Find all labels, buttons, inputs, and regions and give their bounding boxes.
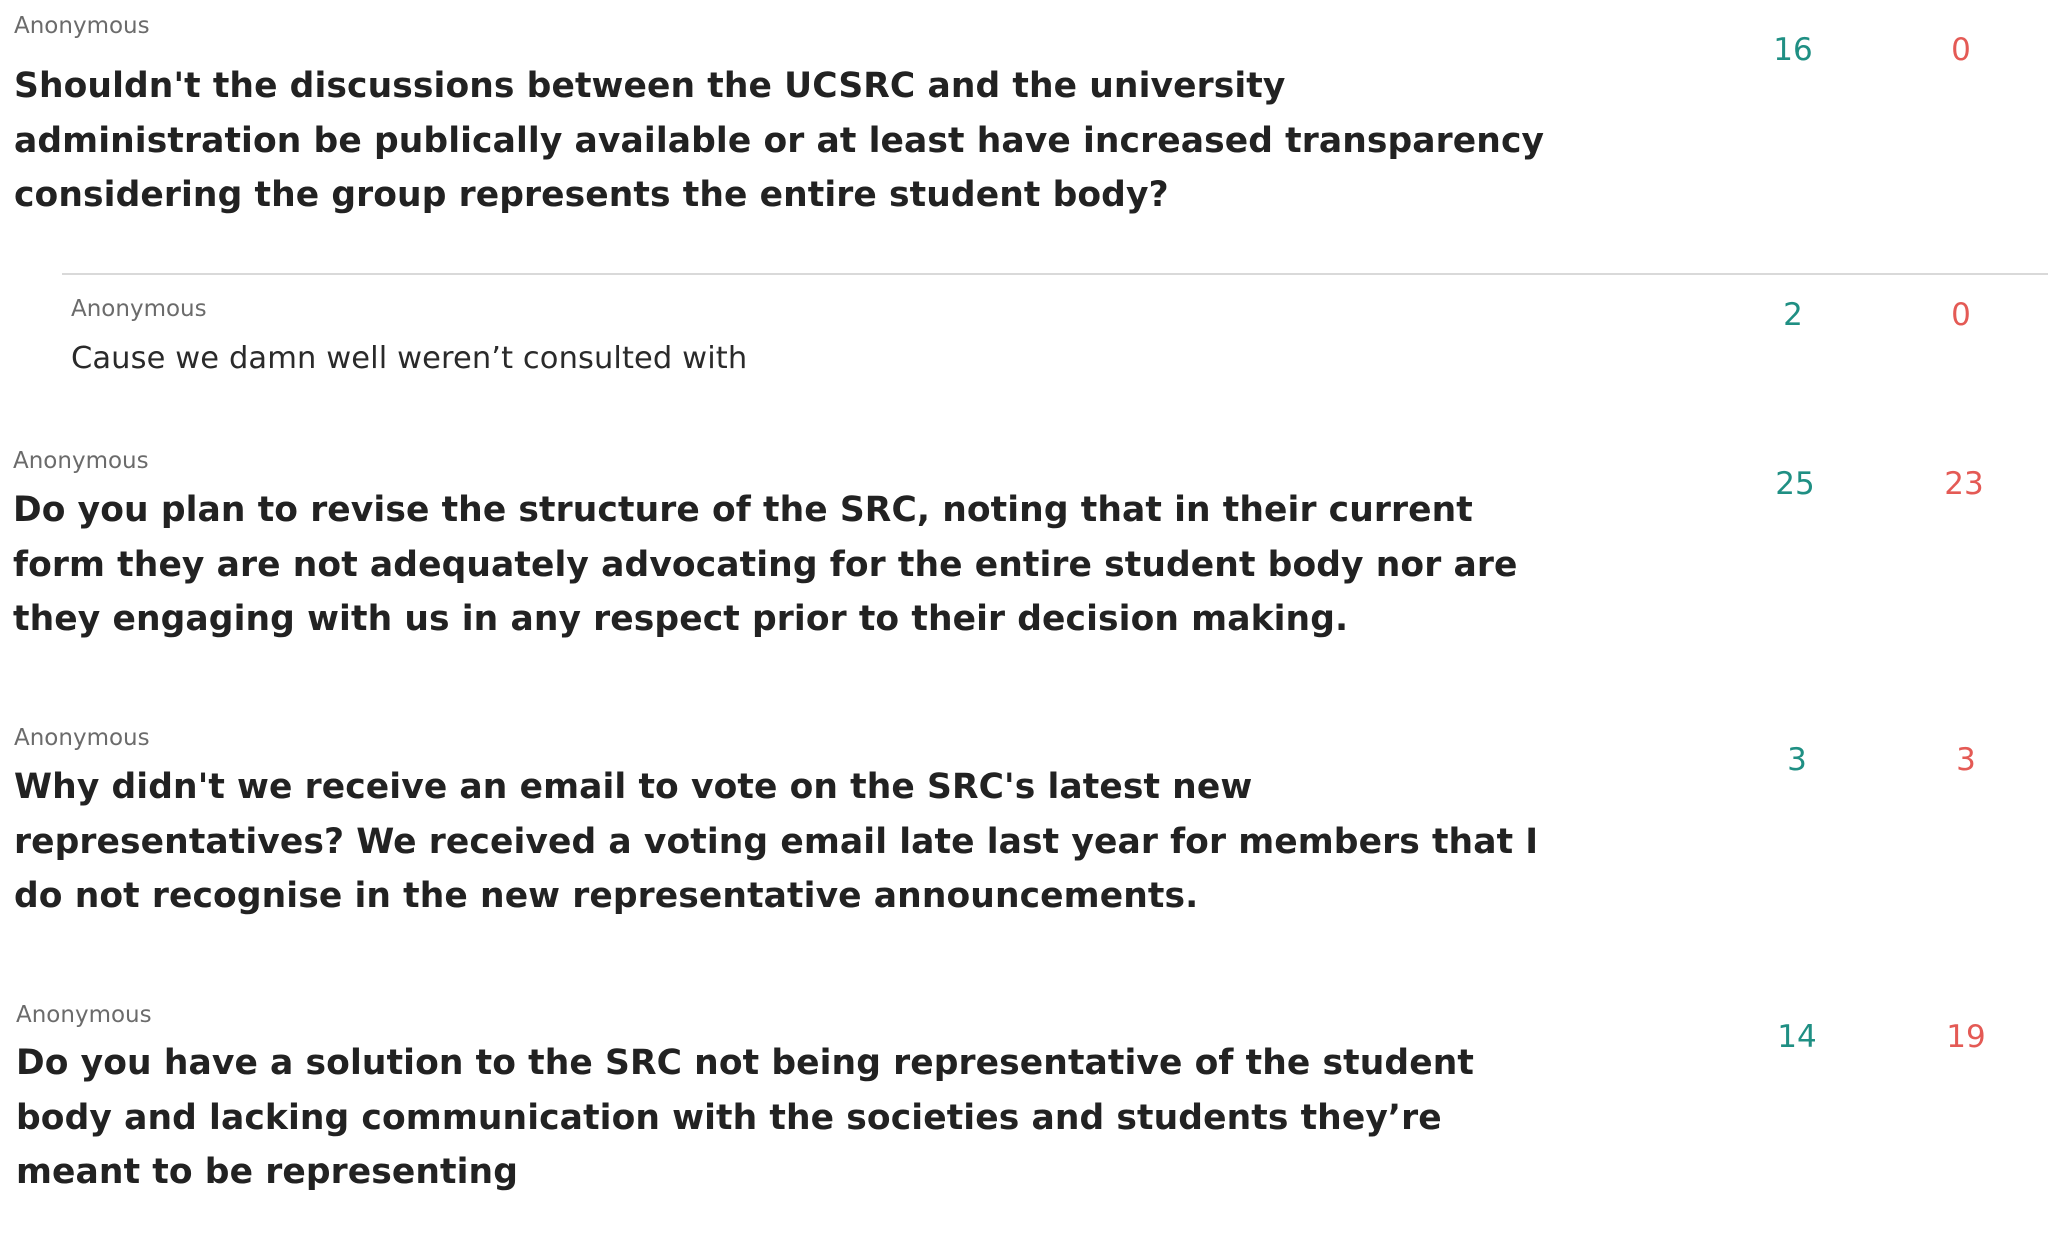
- upvote-count[interactable]: 14: [1777, 1019, 1817, 1055]
- author-name: Anonymous: [71, 296, 207, 322]
- upvote-count[interactable]: 16: [1773, 32, 1813, 68]
- downvote-count[interactable]: 19: [1946, 1019, 1986, 1055]
- upvote-count[interactable]: 3: [1787, 742, 1807, 778]
- author-name: Anonymous: [16, 1002, 152, 1028]
- downvote-count[interactable]: 0: [1951, 297, 1971, 333]
- downvote-count[interactable]: 3: [1956, 742, 1976, 778]
- question-text: Why didn't we receive an email to vote on the SRC's latest new representatives? We received a voting email late last year for members that I do not recognise in the new representative announcements.: [14, 767, 1539, 916]
- reply-text: Cause we damn well weren’t consulted with: [71, 341, 748, 376]
- question-text: Shouldn't the discussions between the UCSRC and the university administration be publically available or at least have increased transparency considering the group represents the entire student body?: [14, 66, 1545, 215]
- author-name: Anonymous: [13, 448, 149, 474]
- upvote-count[interactable]: 2: [1783, 297, 1803, 333]
- question-text: Do you plan to revise the structure of the SRC, noting that in their current form they are not adequately advocating for the entire student body nor are they engaging with us in any respect prior to their decision making.: [13, 490, 1518, 639]
- author-name: Anonymous: [14, 725, 150, 751]
- downvote-count[interactable]: 0: [1951, 32, 1971, 68]
- reply-divider: [62, 273, 2048, 275]
- question-text: Do you have a solution to the SRC not being representative of the student body and lacking communication with the societies and students they’re meant to be representing: [16, 1043, 1474, 1192]
- author-name: Anonymous: [14, 13, 150, 39]
- downvote-count[interactable]: 23: [1944, 466, 1984, 502]
- upvote-count[interactable]: 25: [1775, 466, 1815, 502]
